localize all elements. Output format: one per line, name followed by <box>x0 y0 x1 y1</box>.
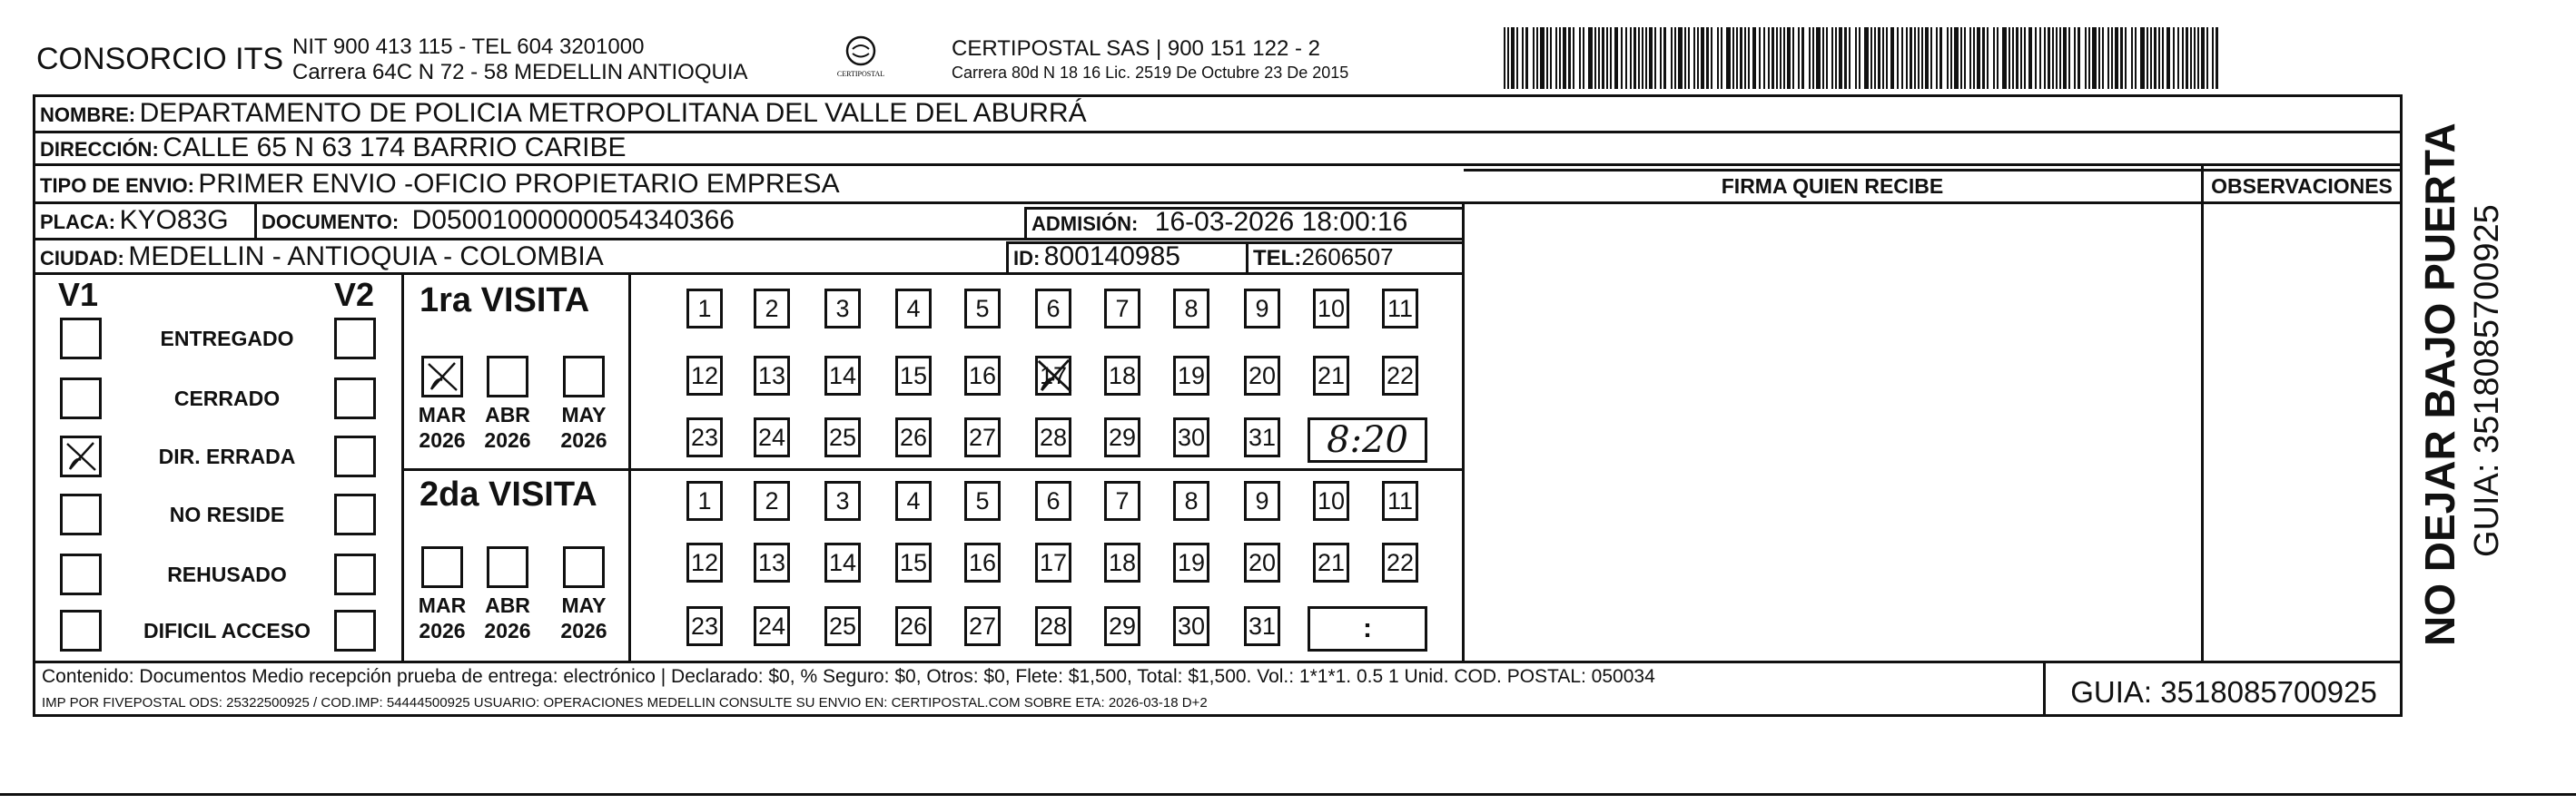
visit1-day-box[interactable]: 15 <box>895 356 932 396</box>
observaciones-header: OBSERVACIONES <box>2211 174 2393 198</box>
barcode-bar <box>1930 27 1932 89</box>
barcode-bar <box>2059 27 2061 89</box>
barcode-bar <box>1579 27 1581 89</box>
visit2-month-label: ABR <box>485 593 530 617</box>
barcode-bar <box>1740 27 1742 89</box>
visit1-day-box[interactable]: 3 <box>824 289 861 328</box>
visit2-day-box[interactable]: 29 <box>1104 606 1140 646</box>
barcode-bar <box>1783 27 1785 89</box>
barcode-bar <box>1594 27 1596 89</box>
barcode-bar <box>1844 27 1847 89</box>
barcode-bar <box>1822 27 1824 89</box>
barcode-bar <box>2020 27 2022 89</box>
barcode-bar <box>2085 27 2087 89</box>
visit2-day-box[interactable]: 5 <box>964 481 1001 521</box>
barcode-bar <box>1816 27 1821 89</box>
admision-label: ADMISIÓN: <box>1031 212 1139 235</box>
barcode-bar <box>2206 27 2208 89</box>
barcode-bar <box>1642 27 1643 89</box>
barcode-bar <box>2150 27 2152 89</box>
visit1-month-checkbox[interactable] <box>563 356 605 397</box>
placa-label: PLACA: <box>40 211 116 233</box>
nombre-value: DEPARTAMENTO DE POLICIA METROPOLITANA DEL VALLE DEL ABURRÁ <box>139 98 1087 128</box>
barcode-bar <box>1906 27 1908 89</box>
barcode-bar <box>1660 27 1662 89</box>
barcode-bar <box>1602 27 1604 89</box>
visit2-time-value: : <box>1363 613 1372 643</box>
company-name: CONSORCIO ITS <box>36 42 284 76</box>
barcode-bar <box>1936 27 1938 89</box>
side-guia: GUIA: 3518085700925 <box>2468 204 2506 557</box>
visit1-day-box[interactable]: 27 <box>964 417 1001 457</box>
visit2-month-checkbox[interactable] <box>563 546 605 588</box>
tipo-envio-value: PRIMER ENVIO -OFICIO PROPIETARIO EMPRESA <box>198 169 840 199</box>
barcode-bar <box>1897 27 1899 89</box>
certipostal-logo <box>834 33 888 87</box>
visit2-day-box[interactable]: 27 <box>964 606 1001 646</box>
day-check-mark <box>1033 354 1075 397</box>
barcode-bar <box>2177 27 2179 89</box>
barcode-bar <box>1954 27 1959 89</box>
barcode-bar <box>2147 27 2148 89</box>
barcode-bar <box>1752 27 1756 89</box>
barcode-bar <box>1787 27 1791 89</box>
visit1-day-box[interactable]: 11 <box>1382 289 1418 328</box>
barcode-bar <box>1533 27 1535 89</box>
visit2-day-box[interactable]: 23 <box>686 606 723 646</box>
status-v2-checkbox[interactable] <box>334 318 376 359</box>
visit2-day-box[interactable]: 31 <box>1244 606 1280 646</box>
visit1-day-box[interactable]: 21 <box>1313 356 1349 396</box>
visit2-month-checkbox[interactable] <box>487 546 528 588</box>
barcode-bar <box>1511 27 1515 89</box>
barcode-bar <box>1516 27 1518 89</box>
visit2-day-box[interactable]: 24 <box>754 606 790 646</box>
status-option-label: ENTREGADO <box>160 327 294 350</box>
visit1-day-box[interactable]: 16 <box>964 356 1001 396</box>
status-option-label: DIR. ERRADA <box>158 445 296 468</box>
nombre-label: NOMBRE: <box>40 103 136 126</box>
barcode-bar <box>2068 27 2070 89</box>
barcode-bar <box>1625 27 1627 89</box>
barcode-bar <box>1697 27 1699 89</box>
barcode-bar <box>1588 27 1593 89</box>
visit1-day-box[interactable]: 5 <box>964 289 1001 328</box>
barcode-bar <box>1759 27 1761 89</box>
barcode-bar <box>1711 27 1712 89</box>
visit1-month-checkbox[interactable] <box>421 356 463 397</box>
visit2-day-box[interactable]: 16 <box>964 543 1001 583</box>
barcode-bar <box>1525 27 1528 89</box>
barcode-bar <box>1649 27 1653 89</box>
barcode-bar <box>1610 27 1612 89</box>
status-v2-checkbox[interactable] <box>334 610 376 652</box>
visit1-year-label: 2026 <box>419 428 466 452</box>
barcode-bar <box>1925 27 1929 89</box>
visit1-day-box[interactable]: 31 <box>1244 417 1280 457</box>
barcode-bar <box>1606 27 1608 89</box>
barcode-bar <box>1663 27 1666 89</box>
barcode-bar <box>2016 27 2018 89</box>
barcode-bar <box>1706 27 1709 89</box>
status-v1-checkbox[interactable] <box>60 494 102 535</box>
barcode-bar <box>1633 27 1636 89</box>
visit2-day-box[interactable]: 17 <box>1035 543 1071 583</box>
visit2-day-box[interactable]: 6 <box>1035 481 1071 521</box>
barcode-bar <box>1688 27 1690 89</box>
barcode-bar <box>1550 27 1552 89</box>
barcode-bar <box>1987 27 1989 89</box>
visit2-day-box[interactable]: 11 <box>1382 481 1418 521</box>
barcode-bar <box>1855 27 1857 89</box>
barcode-bar <box>1638 27 1640 89</box>
barcode-bar <box>1798 27 1800 89</box>
barcode-bar <box>1674 27 1676 89</box>
visit2-day-box[interactable]: 25 <box>824 606 861 646</box>
visit2-day-box[interactable]: 22 <box>1382 543 1418 583</box>
barcode-bar <box>2078 27 2080 89</box>
barcode-bar <box>1947 27 1949 89</box>
barcode-bar <box>1878 27 1880 89</box>
visit1-day-box[interactable]: 9 <box>1244 289 1280 328</box>
visit1-day-box[interactable]: 12 <box>686 356 723 396</box>
barcode-bar <box>1555 27 1557 89</box>
status-v1-checkbox[interactable] <box>60 318 102 359</box>
tel-label: TEL: <box>1253 246 1302 270</box>
visit1-day-box[interactable]: 28 <box>1035 417 1071 457</box>
barcode-bar <box>1918 27 1920 89</box>
admision-value: 16-03-2026 18:00:16 <box>1154 207 1408 237</box>
barcode-bar <box>1678 27 1683 89</box>
barcode-bar <box>2012 27 2014 89</box>
ciudad-label: CIUDAD: <box>40 247 124 270</box>
status-v1-checkbox[interactable] <box>60 436 102 477</box>
visit2-title: 2da VISITA <box>419 476 597 514</box>
barcode-bar <box>1684 27 1686 89</box>
barcode-bar <box>2162 27 2164 89</box>
visit2-day-box[interactable]: 14 <box>824 543 861 583</box>
barcode-bar <box>1993 27 1995 89</box>
visit1-day-box[interactable]: 6 <box>1035 289 1071 328</box>
visit1-month-checkbox[interactable] <box>487 356 528 397</box>
barcode-bar <box>2135 27 2137 89</box>
barcode-bar <box>1645 27 1647 89</box>
visit2-year-label: 2026 <box>484 619 531 642</box>
barcode-bar <box>1950 27 1952 89</box>
barcode-bar <box>1792 27 1794 89</box>
visit1-day-box[interactable]: 7 <box>1104 289 1140 328</box>
barcode-bar <box>2212 27 2214 89</box>
barcode-bar <box>2024 27 2026 89</box>
visit2-time-field[interactable] <box>1308 606 1427 652</box>
visit2-day-box[interactable]: 10 <box>1313 481 1349 521</box>
barcode-bar <box>1839 27 1842 89</box>
barcode-bar <box>1568 27 1571 89</box>
barcode-bar <box>1969 27 1971 89</box>
barcode-bar <box>2044 27 2046 89</box>
visit2-day-box[interactable]: 18 <box>1104 543 1140 583</box>
visit2-day-box[interactable]: 30 <box>1173 606 1209 646</box>
visit2-month-checkbox[interactable] <box>421 546 463 588</box>
company-address: Carrera 64C N 72 - 58 MEDELLIN ANTIOQUIA <box>292 60 748 84</box>
barcode-bar <box>2074 27 2076 89</box>
barcode-bar <box>2173 27 2175 89</box>
side-warning: NO DEJAR BAJO PUERTA <box>2416 123 2463 646</box>
footer-guia: GUIA: 3518085700925 <box>2070 675 2377 709</box>
barcode-bar <box>1726 27 1731 89</box>
visit2-day-box[interactable]: 28 <box>1035 606 1071 646</box>
v2-label: V2 <box>334 276 375 313</box>
visit1-day-box[interactable]: 10 <box>1313 289 1349 328</box>
visit2-month-label: MAR <box>418 593 467 617</box>
barcode-bar <box>2107 27 2109 89</box>
barcode-bar <box>1540 27 1545 89</box>
visit1-day-box[interactable]: 17 <box>1035 356 1071 396</box>
barcode-bar <box>1977 27 1980 89</box>
barcode-bar <box>2039 27 2041 89</box>
barcode-bar <box>2166 27 2170 89</box>
visit2-day-box[interactable]: 13 <box>754 543 790 583</box>
page-divider <box>0 793 2576 796</box>
footer-contenido: Contenido: Documentos Medio recepción prueba de entrega: electrónico | Declarado: $0, % Seguro: $0, Otros: $0, Flete: $1,500, Total: $1,500. Vol.: 1*1*1. 0.5 1 Unid. COD. POSTAL: 050034 <box>42 666 1655 687</box>
barcode-bar <box>1910 27 1912 89</box>
visit1-day-box[interactable]: 1 <box>686 289 723 328</box>
barcode-bar <box>1671 27 1673 89</box>
visit2-day-box[interactable]: 26 <box>895 606 932 646</box>
documento-label: DOCUMENTO: <box>262 211 400 233</box>
visit2-day-box[interactable]: 2 <box>754 481 790 521</box>
status-option-label: NO RESIDE <box>169 503 285 526</box>
visit1-day-box[interactable]: 29 <box>1104 417 1140 457</box>
barcode-bar <box>2216 27 2218 89</box>
barcode-bar <box>2048 27 2050 89</box>
barcode-bar <box>2088 27 2090 89</box>
barcode-bar <box>2002 27 2007 89</box>
tel-value: 2606507 <box>1301 243 1394 270</box>
firma-header: FIRMA QUIEN RECIBE <box>1721 174 1944 198</box>
svg-text:CERTIPOSTAL: CERTIPOSTAL <box>836 70 885 78</box>
barcode-bar <box>1768 27 1770 89</box>
barcode-bar <box>2052 27 2054 89</box>
barcode-bar <box>2154 27 2157 89</box>
barcode-bar <box>2115 27 2118 89</box>
barcode-bar <box>1536 27 1538 89</box>
barcode-bar <box>1849 27 1851 89</box>
barcode-bar <box>1901 27 1903 89</box>
barcode-bar <box>1583 27 1584 89</box>
visit1-time-value: 8:20 <box>1327 419 1408 461</box>
visit2-day-box[interactable]: 3 <box>824 481 861 521</box>
barcode-bar <box>1546 27 1548 89</box>
status-v1-checkbox[interactable] <box>60 377 102 419</box>
barcode-bar <box>1717 27 1719 89</box>
direccion-value: CALLE 65 N 63 174 BARRIO CARIBE <box>163 132 627 162</box>
barcode-bar <box>1721 27 1722 89</box>
visit2-year-label: 2026 <box>419 619 466 642</box>
visit1-time-field[interactable] <box>1308 417 1427 463</box>
status-option-label: REHUSADO <box>167 563 287 586</box>
barcode-bar <box>1772 27 1774 89</box>
barcode-bar <box>1890 27 1894 89</box>
barcode-bar <box>2158 27 2160 89</box>
barcode-bar <box>1960 27 1962 89</box>
visit1-day-box[interactable]: 14 <box>824 356 861 396</box>
barcode-bar <box>2125 27 2127 89</box>
barcode-bar <box>1870 27 1872 89</box>
barcode-bar <box>1763 27 1765 89</box>
barcode-bar <box>1573 27 1574 89</box>
visit1-day-box[interactable]: 8 <box>1173 289 1209 328</box>
visit1-day-box[interactable]: 2 <box>754 289 790 328</box>
visit1-day-box[interactable]: 26 <box>895 417 932 457</box>
company-nit: NIT 900 413 115 - TEL 604 3201000 <box>292 34 645 59</box>
barcode-bar <box>1736 27 1738 89</box>
barcode-bar <box>1973 27 1975 89</box>
status-v1-checkbox[interactable] <box>60 610 102 652</box>
barcode-bar <box>2201 27 2205 89</box>
visit2-day-box[interactable]: 15 <box>895 543 932 583</box>
visit1-day-box[interactable]: 19 <box>1173 356 1209 396</box>
barcode-bar <box>2102 27 2104 89</box>
status-v2-checkbox[interactable] <box>334 377 376 419</box>
visit2-day-box[interactable]: 21 <box>1313 543 1349 583</box>
footer-imp: IMP POR FIVEPOSTAL ODS: 25322500925 / COD.IMP: 54444500925 USUARIO: OPERACIONES MEDELLIN CONSULTE SU ENVIO EN: CERTIPOSTAL.COM SOBRE ETA: 2026-03-18 D+2 <box>42 695 1208 711</box>
visit2-day-box[interactable]: 1 <box>686 481 723 521</box>
barcode-bar <box>2028 27 2032 89</box>
barcode-bar <box>1507 27 1509 89</box>
id-value: 800140985 <box>1043 241 1180 271</box>
barcode-bar <box>2194 27 2196 89</box>
placa-value: KYO83G <box>119 205 229 235</box>
barcode-bar <box>1630 27 1632 89</box>
visit2-day-box[interactable]: 4 <box>895 481 932 521</box>
direccion-label: DIRECCIÓN: <box>40 138 159 161</box>
ciudad-value: MEDELLIN - ANTIOQUIA - COLOMBIA <box>128 241 604 271</box>
barcode-bar <box>1812 27 1814 89</box>
barcode-bar <box>2056 27 2058 89</box>
barcode-bar <box>1614 27 1618 89</box>
visit2-day-box[interactable]: 12 <box>686 543 723 583</box>
barcode-bar <box>1914 27 1916 89</box>
status-v2-checkbox[interactable] <box>334 554 376 595</box>
barcode-bar <box>1563 27 1566 89</box>
barcode-bar <box>1964 27 1966 89</box>
visit1-day-box[interactable]: 24 <box>754 417 790 457</box>
barcode-bar <box>1835 27 1837 89</box>
visit2-year-label: 2026 <box>560 619 607 642</box>
visit1-day-box[interactable]: 23 <box>686 417 723 457</box>
barcode-bar <box>2131 27 2133 89</box>
barcode-bar <box>1559 27 1561 89</box>
visit1-day-box[interactable]: 30 <box>1173 417 1209 457</box>
barcode-bar <box>1654 27 1656 89</box>
v1-label: V1 <box>58 276 99 313</box>
barcode-bar <box>1748 27 1750 89</box>
visit1-day-box[interactable]: 25 <box>824 417 861 457</box>
barcode-bar <box>1732 27 1734 89</box>
barcode-bar <box>1886 27 1888 89</box>
barcode-bar <box>2197 27 2199 89</box>
barcode-bar <box>1921 27 1923 89</box>
barcode-bar <box>1801 27 1804 89</box>
status-option-label: DIFICIL ACCESO <box>143 619 311 642</box>
barcode-bar <box>2120 27 2123 89</box>
visit1-day-box[interactable]: 18 <box>1104 356 1140 396</box>
carrier-address: Carrera 80d N 18 16 Lic. 2519 De Octubre 23 De 2015 <box>952 64 1349 82</box>
visit1-month-label: MAY <box>561 403 607 427</box>
barcode-bar <box>1701 27 1704 89</box>
barcode-bar <box>1939 27 1942 89</box>
status-option-label: CERRADO <box>173 387 281 410</box>
visit1-month-label: MAR <box>418 403 467 427</box>
barcode-bar <box>2063 27 2067 89</box>
barcode-bar <box>1997 27 1999 89</box>
barcode-bar <box>1864 27 1869 89</box>
barcode-bar <box>1522 27 1524 89</box>
visit1-day-box[interactable]: 4 <box>895 289 932 328</box>
barcode-bar <box>1826 27 1828 89</box>
documento-value: D05001000000054340366 <box>411 205 735 235</box>
visit2-day-box[interactable]: 8 <box>1173 481 1209 521</box>
carrier-name: CERTIPOSTAL SAS | 900 151 122 - 2 <box>952 36 1320 61</box>
barcode-bar <box>2140 27 2145 89</box>
status-v2-checkbox[interactable] <box>334 436 376 477</box>
status-v1-checkbox[interactable] <box>60 554 102 595</box>
visit1-day-box[interactable]: 22 <box>1382 356 1418 396</box>
barcode-bar <box>2092 27 2097 89</box>
barcode <box>1504 27 2221 89</box>
visit2-month-label: MAY <box>561 593 607 617</box>
barcode-bar <box>2098 27 2100 89</box>
visit2-day-box[interactable]: 7 <box>1104 481 1140 521</box>
visit1-month-label: ABR <box>485 403 530 427</box>
barcode-bar <box>1598 27 1600 89</box>
barcode-bar <box>1621 27 1623 89</box>
barcode-bar <box>1693 27 1695 89</box>
barcode-bar <box>2008 27 2010 89</box>
barcode-bar <box>1882 27 1884 89</box>
tipo-envio-label: TIPO DE ENVIO: <box>40 174 194 197</box>
barcode-bar <box>1831 27 1833 89</box>
barcode-bar <box>2182 27 2184 89</box>
barcode-bar <box>1809 27 1811 89</box>
visit2-day-box[interactable]: 9 <box>1244 481 1280 521</box>
barcode-bar <box>2186 27 2188 89</box>
barcode-bar <box>2035 27 2037 89</box>
visit1-day-box[interactable]: 13 <box>754 356 790 396</box>
visit1-year-label: 2026 <box>560 428 607 452</box>
visit2-day-box[interactable]: 19 <box>1173 543 1209 583</box>
barcode-bar <box>2111 27 2113 89</box>
barcode-bar <box>1744 27 1746 89</box>
visit1-title: 1ra VISITA <box>419 281 590 319</box>
visit1-year-label: 2026 <box>484 428 531 452</box>
id-label: ID: <box>1013 247 1041 270</box>
barcode-bar <box>2190 27 2192 89</box>
barcode-bar <box>1776 27 1778 89</box>
barcode-bar <box>1504 27 1505 89</box>
barcode-bar <box>1874 27 1876 89</box>
barcode-bar <box>1859 27 1860 89</box>
barcode-bar <box>1780 27 1781 89</box>
barcode-bar <box>1982 27 1985 89</box>
visit1-day-box[interactable]: 20 <box>1244 356 1280 396</box>
status-v2-checkbox[interactable] <box>334 494 376 535</box>
visit2-day-box[interactable]: 20 <box>1244 543 1280 583</box>
